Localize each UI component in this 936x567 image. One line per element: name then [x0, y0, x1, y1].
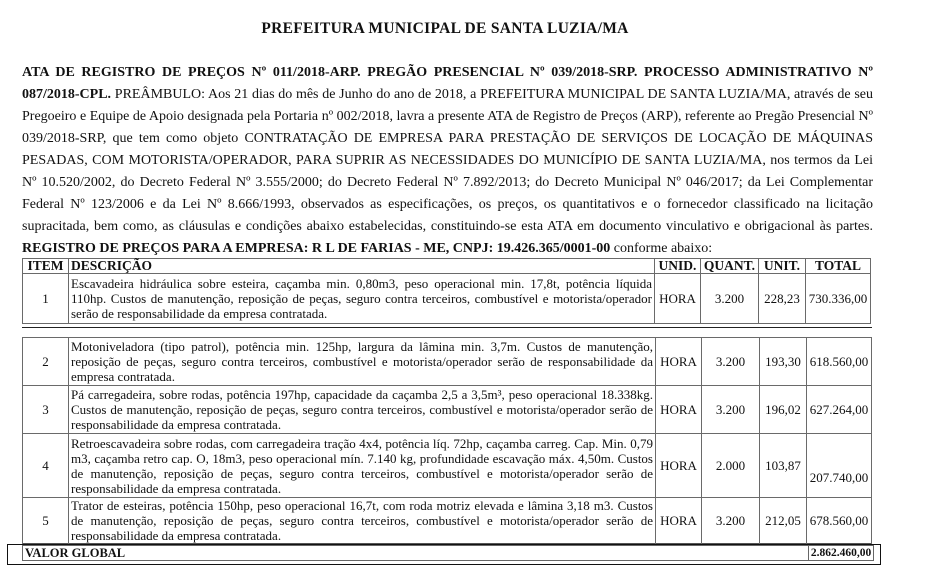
preamble-body: PREÂMBULO: Aos 21 dias do mês de Junho do ano de 2018, a PREFEITURA MUNICIPAL DE SANTA LUZIA/MA, através de seu Pregoeiro e Equipe de Apoio designada pela Portaria nº 002/2018, lavra a presente ATA de Registro de Preços (ARP), referente ao Pregão Presencial Nº 039/2018-SRP, que tem como objeto CONTRATAÇÃO DE EMPRESA PARA PRESTAÇÃO DE SERVIÇOS DE LOCAÇÃO DE MÁQUINAS PESADAS, COM MOTORISTA/OPERADOR, PARA SUPRIR AS NECESSIDADES DO MUNICÍPIO DE SANTA LUZIA/MA, nos termos da Lei Nº 10.520/2002, do Decreto Federal Nº 3.555/2000; do Decreto Federal Nº 7.892/2013; do Decreto Municipal Nº 046/2017; da Lei Complementar Federal Nº 123/2006 e da Lei Nº 8.666/1993, observados as especificações, os preços, os quantitativos e o fornecedor classificado na licitação supracitada, bem como, as cláusulas e condições abaixo estabelecidas, constituindo-se esta ATA em documento vinculativo e obrigacional às partes.	[22, 87, 873, 234]
row-unid: HORA	[656, 338, 702, 386]
table-row	[23, 338, 872, 386]
row-unit: 196,02	[760, 386, 807, 434]
header-unit: UNIT.	[759, 259, 806, 274]
row-quant: 3.200	[702, 498, 760, 544]
row-total: 207.740,00	[807, 434, 872, 498]
row-item: 5	[23, 498, 69, 544]
row-unid: HORA	[656, 434, 702, 498]
row-descricao: Trator de esteiras, potência 150hp, peso operacional 16,7t, com roda motriz elevada e lâmina 3,18 m3. Custos de manutenção, reposição de peças, seguro contra terceiros, combustível e motorista/operador serão de responsabilidade da empresa contratada.	[69, 498, 656, 544]
row-descricao: Retroescavadeira sobre rodas, com carregadeira tração 4x4, potência líq. 72hp, caçamba carreg. Cap. Min. 0,79 m3, caçamba retro cap. O, 18m3, peso operacional mín. 7.140 kg, profundidade escavação máx. 4,50m. Custos de manutenção, reposição de peças, seguro contra terceiros, combustível e motorista/operador serão de responsabilidade da empresa contratada.	[69, 434, 656, 498]
table-row	[23, 498, 872, 544]
row-descricao: Motoniveladora (tipo patrol), potência min. 125hp, largura da lâmina min. 3,7m. Custos de manutenção, reposição de peças, seguro contra terceiros, combustível e motorista/operador serão de responsabilidade da empresa contratada.	[69, 338, 656, 386]
row-quant: 2.000	[702, 434, 760, 498]
row-descricao: Pá carregadeira, sobre rodas, potência 197hp, capacidade da caçamba 2,5 a 3,5m³, peso operacional 18.338kg. Custos de manutenção, reposição de peças, seguro contra terceiros, combustível e motorista/operador serão de responsabilidade da empresa contratada.	[69, 386, 656, 434]
row-total: 678.560,00	[807, 498, 872, 544]
row-item: 4	[23, 434, 69, 498]
global-value-amount: 2.862.460,00	[808, 546, 873, 560]
row-unit: 103,87	[760, 434, 807, 498]
row-unit: 212,05	[760, 498, 807, 544]
row-item: 3	[23, 386, 69, 434]
row-quant: 3.200	[702, 386, 760, 434]
page-title: PREFEITURA MUNICIPAL DE SANTA LUZIA/MA	[261, 20, 629, 37]
row-unit: 228,23	[759, 274, 806, 324]
row-quant: 3.200	[702, 338, 760, 386]
table-row	[23, 386, 872, 434]
row-total: 730.336,00	[806, 274, 871, 324]
header-total: TOTAL	[806, 259, 871, 274]
header-descricao: DESCRIÇÃO	[69, 259, 655, 274]
row-unid: HORA	[656, 498, 702, 544]
row-unid: HORA	[656, 386, 702, 434]
table-row	[23, 274, 871, 324]
table-row	[23, 434, 872, 498]
global-value-row	[22, 545, 874, 561]
header-quant: QUANT.	[701, 259, 759, 274]
row-unit: 193,30	[760, 338, 807, 386]
row-total: 618.560,00	[807, 338, 872, 386]
table-header-row	[23, 259, 871, 274]
global-value-label: VALOR GLOBAL	[25, 546, 126, 560]
row-quant: 3.200	[701, 274, 759, 324]
preamble-closing: conforme abaixo:	[610, 241, 713, 256]
row-item: 1	[23, 274, 69, 324]
row-item: 2	[23, 338, 69, 386]
header-unid: UNID.	[655, 259, 701, 274]
row-unid: HORA	[655, 274, 701, 324]
table-separator-line	[22, 327, 872, 328]
preamble-company: REGISTRO DE PREÇOS PARA A EMPRESA: R L DE FARIAS - ME, CNPJ: 19.426.365/0001-00	[22, 241, 611, 256]
header-item: ITEM	[23, 259, 69, 274]
row-descricao: Escavadeira hidráulica sobre esteira, caçamba min. 0,80m3, peso operacional min. 17,8t, potência líquida 110hp. Custos de manutenção, reposição de peças, seguro contra terceiros, combustível e motorista/operador serão de responsabilidade da empresa contratada.	[69, 274, 655, 324]
row-total: 627.264,00	[807, 386, 872, 434]
preamble-bold-intro: ATA DE REGISTRO DE PREÇOS Nº 011/2018-ARP. PREGÃO PRESENCIAL Nº 039/2018-SRP. PROCESSO ADMINISTRATIVO Nº 087/2018-CPL.	[22, 65, 873, 102]
items-table-part-2	[22, 337, 872, 544]
items-table-part-1	[22, 258, 871, 324]
preamble-paragraph	[22, 62, 873, 260]
